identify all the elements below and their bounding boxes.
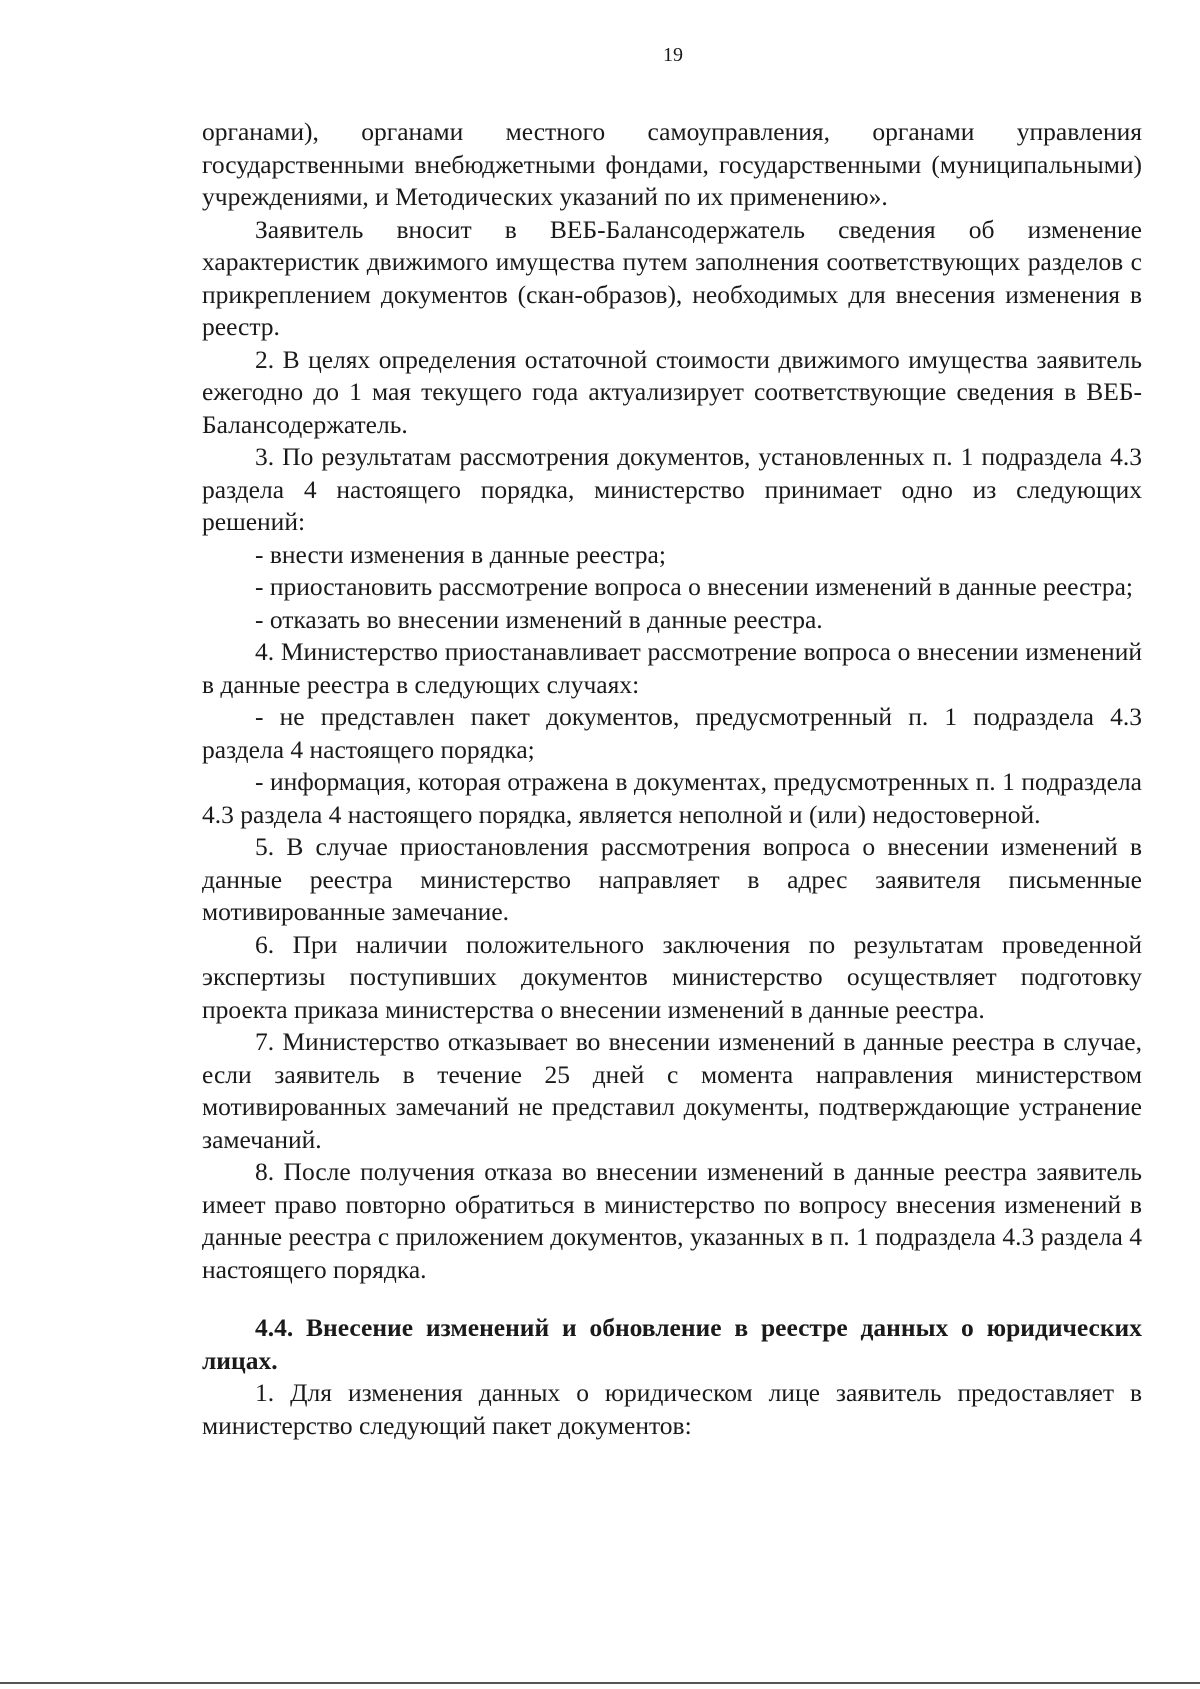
list-item-decision-3: - отказать во внесении изменений в данные реестра. bbox=[255, 604, 823, 634]
list-item-decision-1: - внести изменения в данные реестра; bbox=[255, 539, 666, 569]
paragraph-item-8: 8. После получения отказа во внесении изменений в данные реестра заявитель имеет право повторно обратиться в министерство по вопросу внесения изменений в данные реестра с приложением документов, указанных в п. 1 подраздела 4.3 раздела 4 настоящего порядка. bbox=[202, 1157, 1142, 1284]
paragraph-continuation: органами), органами местного самоуправления, органами управления государственными внебюджетными фондами, государственными (муниципальными) учреждениями, и Методических указаний по их применению». bbox=[202, 117, 1142, 211]
paragraph-item-6: 6. При наличии положительного заключения по результатам проведенной экспертизы поступивших документов министерство осуществляет подготовку проекта приказа министерства о внесении изменений в данные реестра. bbox=[202, 929, 1142, 1024]
paragraph-item-2: 2. В целях определения остаточной стоимости движимого имущества заявитель ежегодно до 1 мая текущего года актуализирует соответствующие сведения в ВЕБ-Балансодержатель. bbox=[202, 344, 1142, 439]
section-heading: 4.4. Внесение изменений и обновление в реестре данных о юридических лицах. bbox=[202, 1313, 1142, 1375]
page-bottom-rule bbox=[0, 1682, 1200, 1684]
paragraph-item-4: 4. Министерство приостанавливает рассмотрение вопроса о внесении изменений в данные реестра в следующих случаях: bbox=[202, 637, 1142, 699]
list-item-case-1: - не представлен пакет документов, предусмотренный п. 1 подраздела 4.3 раздела 4 настоящего порядка; bbox=[202, 702, 1142, 764]
paragraph-section-item-1: 1. Для изменения данных о юридическом лице заявитель предоставляет в министерство следующий пакет документов: bbox=[202, 1378, 1142, 1440]
list-item-case-2: - информация, которая отражена в документах, предусмотренных п. 1 подраздела 4.3 раздела 4 настоящего порядка, является неполной и (или) недостоверной. bbox=[202, 767, 1142, 829]
document-body bbox=[202, 116, 1142, 1442]
paragraph-item-5: 5. В случае приостановления рассмотрения вопроса о внесении изменений в данные реестра министерство направляет в адрес заявителя письменные мотивированные замечание. bbox=[202, 832, 1142, 926]
paragraph-item-7: 7. Министерство отказывает во внесении изменений в данные реестра в случае, если заявитель в течение 25 дней с момента направления министерством мотивированных замечаний не представил документы, подтверждающие устранение замечаний. bbox=[202, 1027, 1142, 1154]
paragraph-item-3: 3. По результатам рассмотрения документов, установленных п. 1 подраздела 4.3 раздела 4 настоящего порядка, министерство принимает одно из следующих решений: bbox=[202, 442, 1142, 536]
list-item-decision-2: - приостановить рассмотрение вопроса о внесении изменений в данные реестра; bbox=[255, 572, 1133, 601]
page-number: 19 bbox=[663, 44, 683, 66]
paragraph-applicant-entry: Заявитель вносит в ВЕБ-Балансодержатель сведения об изменение характеристик движимого имущества путем заполнения соответствующих разделов с прикреплением документов (скан-образов), необходимых для внесения изменения в реестр. bbox=[202, 214, 1142, 341]
